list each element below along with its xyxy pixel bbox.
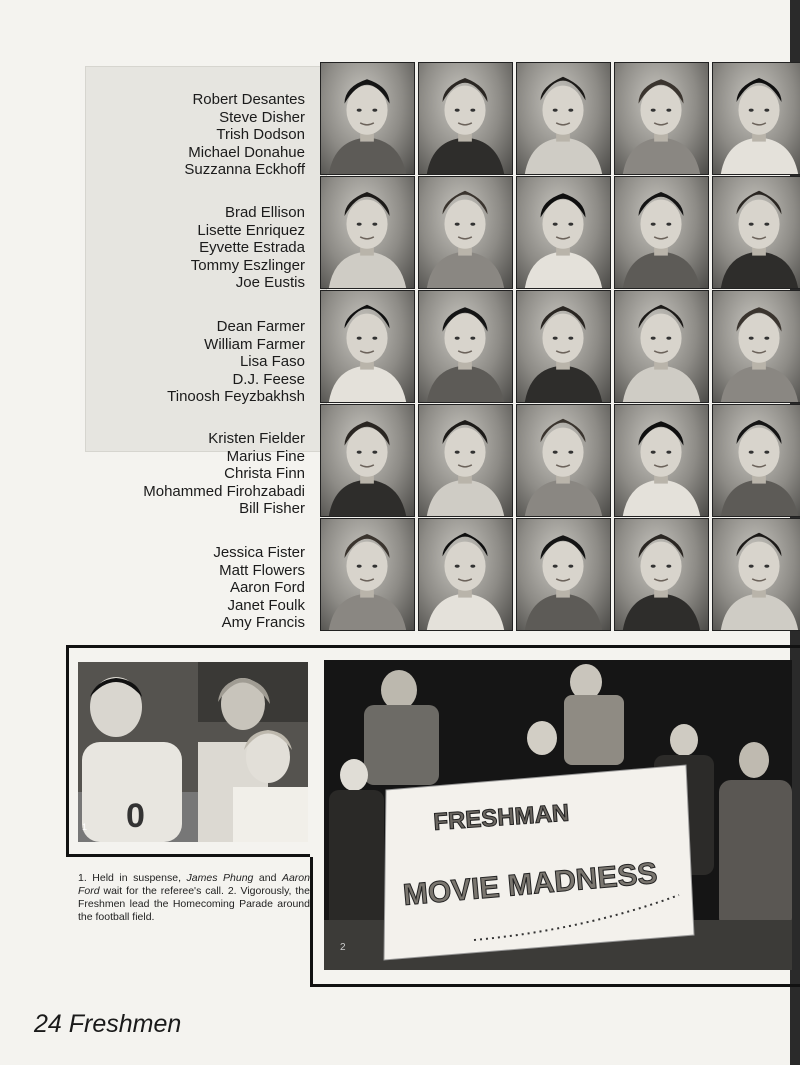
student-name: Dean Farmer [216,318,305,335]
student-portrait [614,176,709,289]
banner-line-2: MOVIE MADNESS [401,856,659,912]
student-portrait [418,290,513,403]
student-portrait [614,518,709,631]
student-portrait [712,62,800,175]
portrait-row [320,518,795,632]
student-name: Robert Desantes [192,91,305,108]
student-name: Lisette Enriquez [197,221,305,239]
student-portrait [320,518,415,631]
name-group-3 [60,318,305,406]
student-name: Tinoosh Feyzbakhsh [167,388,305,405]
photo-frame-left-lower [310,857,313,987]
student-portrait [712,404,800,517]
student-portrait [614,404,709,517]
student-name: Aaron Ford [229,579,305,596]
student-name: Lisa Faso [239,353,305,370]
student-name: Tommy Eszlinger [190,256,305,274]
portrait-grid [320,62,795,632]
photo-frame-bottom [310,984,800,987]
banner-line-1: FRESHMAN [432,799,571,836]
caption-name: Aaron Ford [78,872,310,897]
student-name: Janet Foulk [227,596,305,614]
student-portrait [516,62,611,175]
student-name: Joe Eustis [235,274,305,291]
student-name: Eyvette Estrada [199,239,305,256]
student-name: Mohammed Firohzabadi [143,482,305,500]
student-name: Marius Fine [226,447,305,465]
student-portrait [418,62,513,175]
student-portrait [320,176,415,289]
student-portrait [418,518,513,631]
student-portrait [418,176,513,289]
caption-name: James Phung [186,872,254,884]
photo-frame-divider [66,854,310,857]
student-name: Jessica Fister [213,544,305,561]
name-group-4 [60,430,305,518]
name-group-1 [60,91,305,179]
portrait-row [320,290,795,404]
name-group-2 [60,204,305,292]
student-name: William Farmer [204,335,305,353]
student-portrait [516,176,611,289]
student-name: Steve Disher [219,108,305,126]
student-portrait [320,290,415,403]
student-portrait [614,62,709,175]
student-portrait [712,290,800,403]
student-portrait [516,518,611,631]
portrait-row [320,176,795,290]
student-name: Michael Donahue [188,143,305,161]
student-name: D.J. Feese [232,370,305,388]
student-portrait [516,290,611,403]
student-name: Suzzanna Eckhoff [184,161,305,178]
portrait-row [320,404,795,518]
student-name: Matt Flowers [219,561,305,579]
svg-text:0: 0 [126,797,145,835]
candid-photo-fans [78,662,308,842]
caption-text: 1. Held in suspense, [78,872,187,884]
student-portrait [418,404,513,517]
student-name: Brad Ellison [224,204,305,221]
student-portrait [516,404,611,517]
page-number-label: 24 Freshmen [34,1010,182,1038]
student-portrait [712,518,800,631]
student-name: Kristen Fielder [208,430,305,447]
name-group-5 [60,544,305,632]
student-portrait [614,290,709,403]
student-name: Trish Dodson [216,126,305,143]
portrait-row [320,62,795,176]
student-portrait [712,176,800,289]
student-name: Christa Finn [224,465,305,482]
photo-number: 2 [340,942,346,953]
candid-photo-parade-banner [324,660,792,970]
caption-text: wait for the referee's call. 2. Vigorously, the Freshmen lead the Homecoming Parade around the football field. [78,885,310,923]
student-portrait [320,62,415,175]
student-portrait [320,404,415,517]
student-name: Bill Fisher [239,500,305,517]
photo-number: 1 [82,822,88,832]
photo-caption [78,872,310,924]
student-name: Amy Francis [221,614,305,631]
caption-text: and [253,872,282,884]
